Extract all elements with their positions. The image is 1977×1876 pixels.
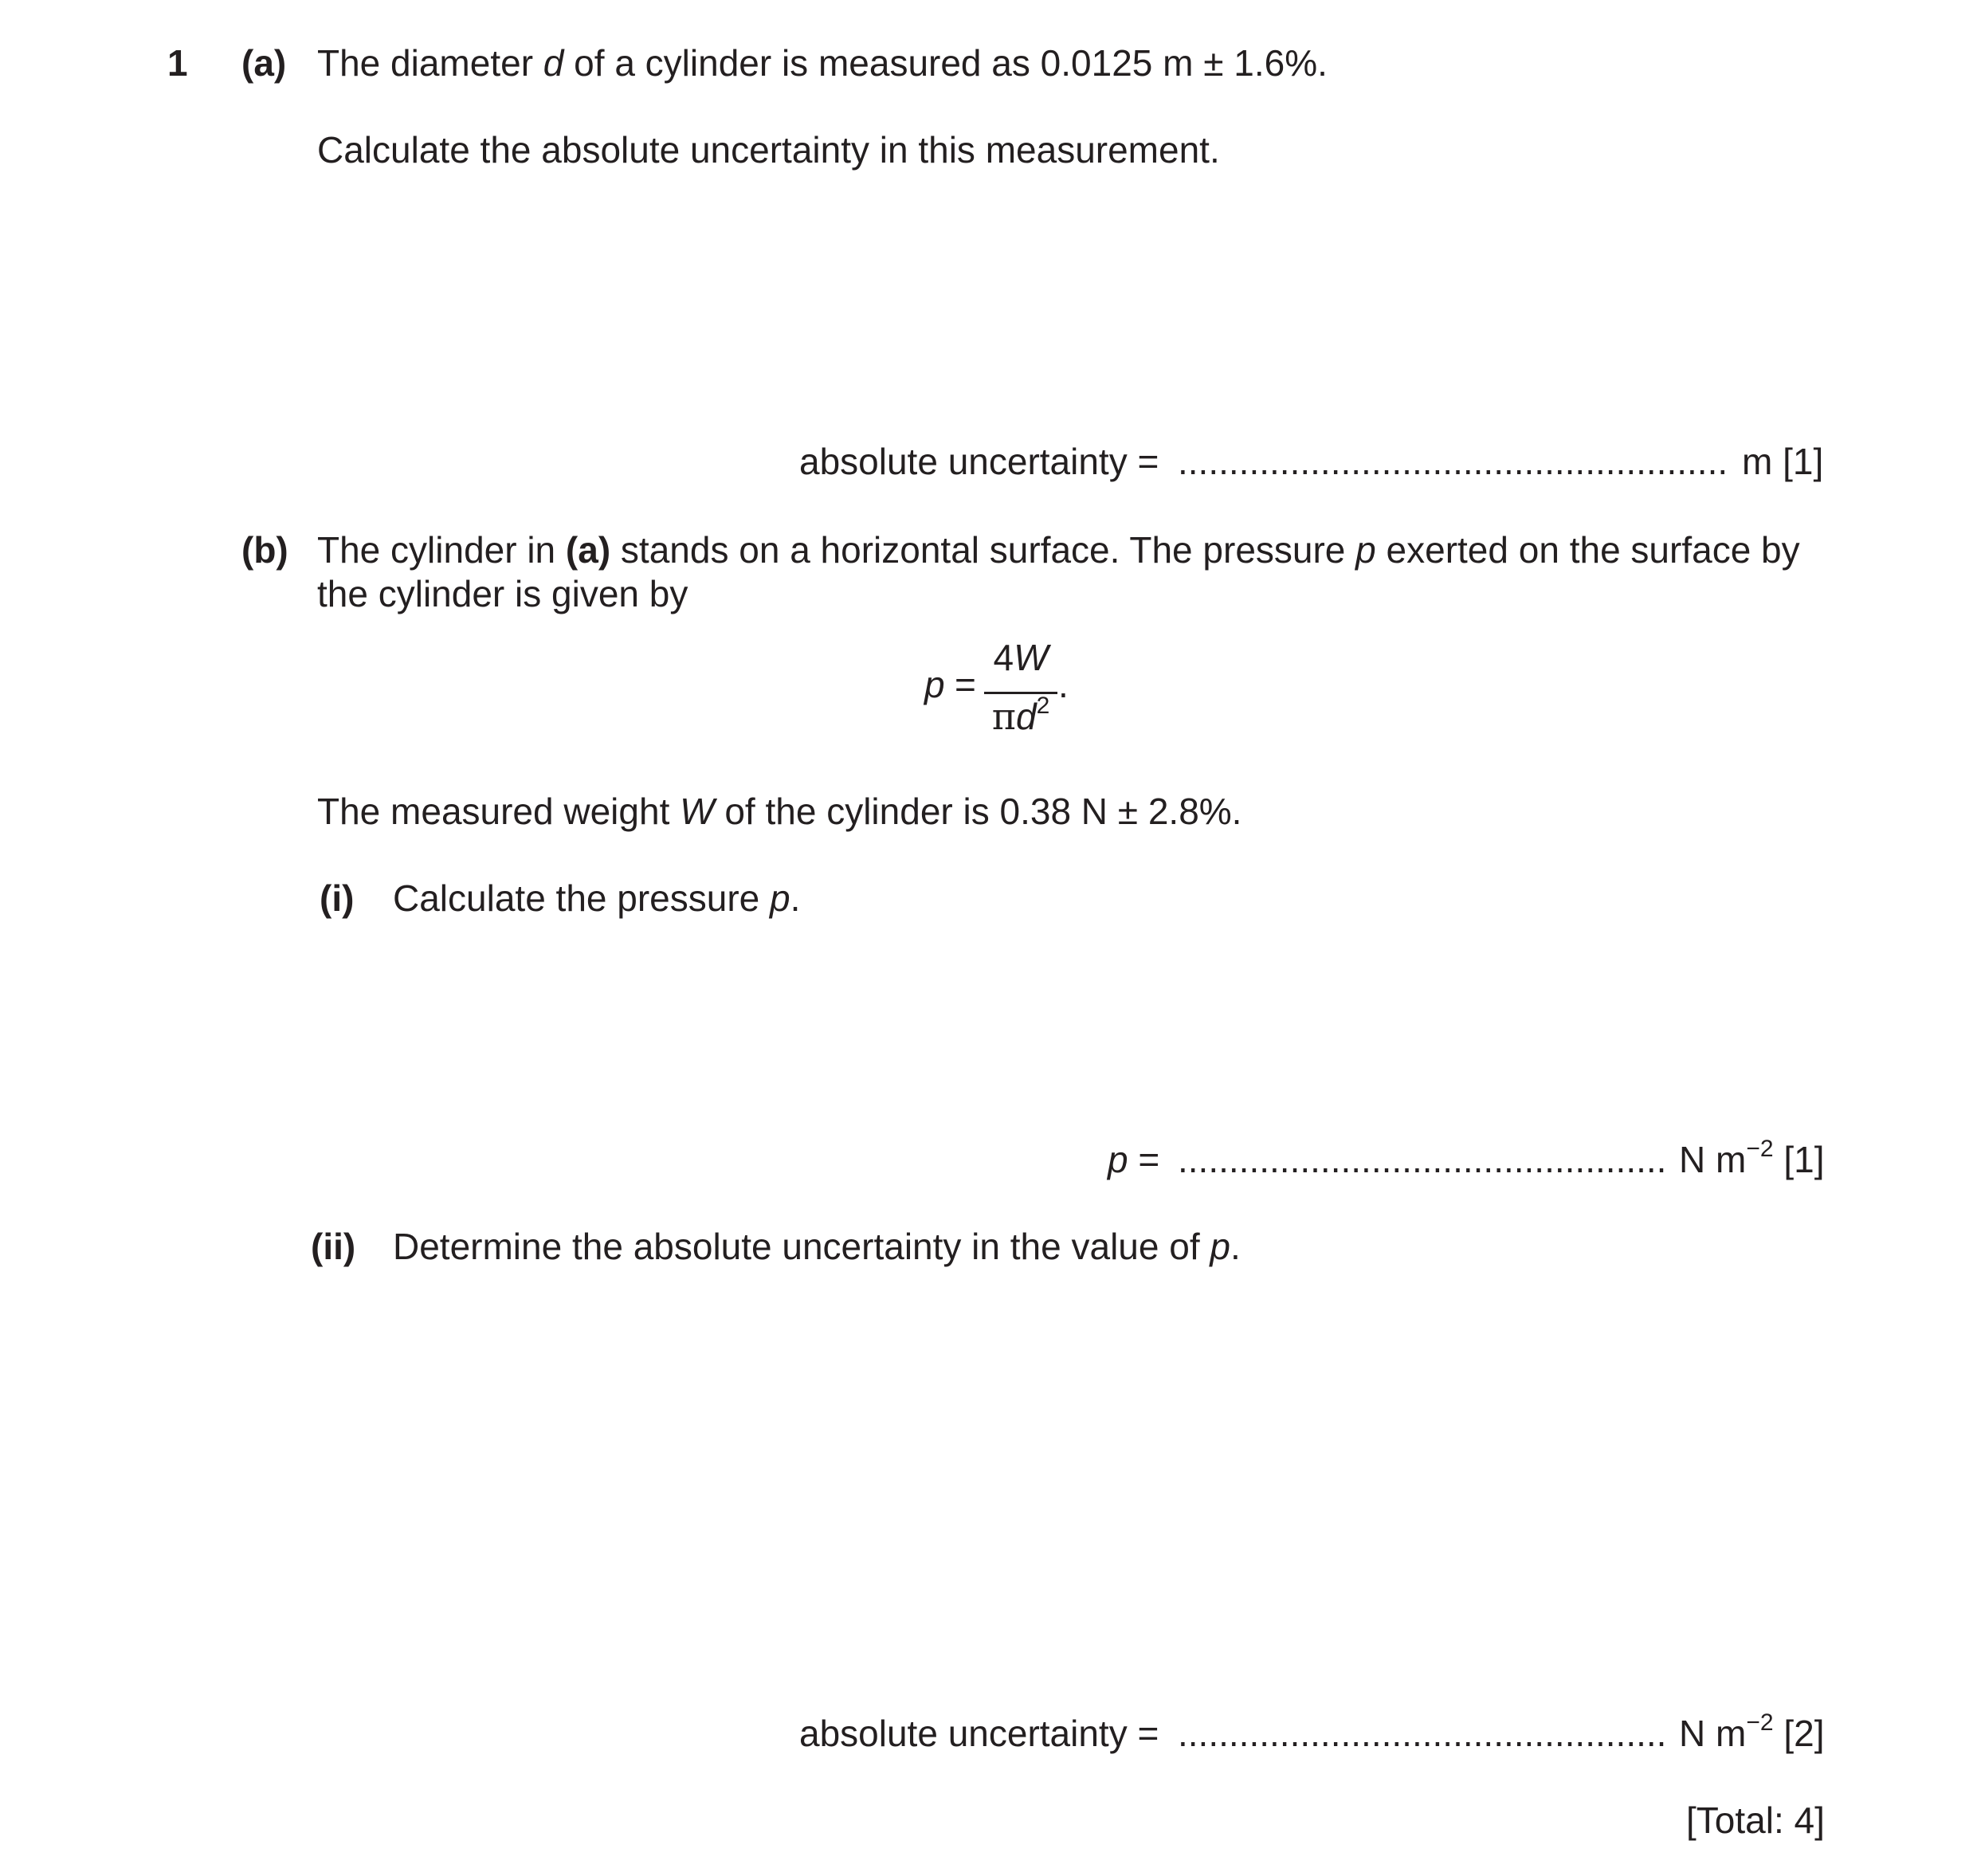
weight-post: of the cylinder is 0.38 N ± 2.8%. — [714, 791, 1242, 832]
sub-i-answer-eq: = — [1138, 1139, 1160, 1180]
sub-i-unit-exp: −2 — [1746, 1136, 1774, 1162]
formula-den-pi: π — [991, 695, 1016, 738]
formula-denominator — [984, 695, 1057, 739]
sub-i-task-var: p — [770, 877, 790, 919]
sub-ii-task-post: . — [1230, 1226, 1241, 1267]
sub-i-answer-line[interactable]: ................................................ — [1178, 1139, 1667, 1180]
variable-p: p — [1355, 529, 1376, 571]
sub-i-task-post: . — [790, 877, 801, 919]
part-b-stem-2: stands on a horizontal surface. The pressure — [610, 529, 1356, 571]
part-b-stem-ref: (a) — [565, 529, 611, 571]
part-a-answer-unit: m [1] — [1742, 441, 1824, 482]
part-b-stem — [317, 528, 1800, 572]
sub-ii-unit: N m — [1679, 1713, 1747, 1754]
formula-lhs: p — [924, 664, 945, 705]
sub-i-answer-var: p — [1108, 1139, 1128, 1180]
formula-den-var: d — [1015, 696, 1037, 737]
sub-ii-answer-unit — [1679, 1709, 1825, 1756]
formula-num-coef: 4 — [993, 637, 1014, 678]
sub-i-label: (i) — [320, 877, 355, 919]
part-b-label: (b) — [241, 529, 288, 571]
formula — [924, 663, 976, 707]
formula-den-exp: 2 — [1036, 693, 1050, 719]
part-a-stem-pre: The diameter — [317, 42, 543, 84]
variable-d: d — [543, 42, 564, 84]
part-a-label: (a) — [241, 42, 287, 84]
part-a-stem-post: of a cylinder is measured as 0.0125 m ± 1.6%. — [563, 42, 1328, 84]
part-b-stem-line2: the cylinder is given by — [317, 573, 688, 614]
formula-fraction — [984, 636, 1057, 748]
part-b-stem-3: exerted on the surface by — [1375, 529, 1800, 571]
part-a-answer-label: absolute uncertainty = — [799, 441, 1159, 482]
sub-ii-task-pre: Determine the absolute uncertainty in the value of — [393, 1226, 1210, 1267]
question-number: 1 — [167, 42, 188, 84]
weight-statement — [317, 790, 1242, 834]
part-b-stem-1: The cylinder in — [317, 529, 566, 571]
sub-ii-unit-exp: −2 — [1746, 1709, 1774, 1736]
sub-i-task — [393, 877, 800, 920]
formula-end: . — [1058, 664, 1069, 705]
sub-ii-marks: [2] — [1783, 1713, 1825, 1754]
formula-num-var: W — [1014, 637, 1049, 678]
total-marks: [Total: 4] — [1686, 1799, 1825, 1841]
sub-i-unit: N m — [1679, 1139, 1747, 1180]
part-a-stem — [317, 41, 1328, 85]
sub-ii-answer-label: absolute uncertainty = — [799, 1713, 1159, 1754]
sub-ii-task-var: p — [1210, 1226, 1230, 1267]
weight-pre: The measured weight — [317, 791, 681, 832]
formula-numerator — [984, 636, 1057, 680]
variable-w: W — [680, 791, 715, 832]
part-a-answer-line[interactable]: ...................................................... — [1178, 441, 1728, 482]
sub-ii-label: (ii) — [311, 1226, 356, 1267]
sub-i-marks: [1] — [1783, 1139, 1825, 1180]
sub-ii-answer-line[interactable]: ................................................ — [1178, 1713, 1667, 1754]
sub-i-answer-unit — [1679, 1138, 1824, 1182]
formula-equals: = — [955, 664, 976, 705]
sub-ii-task — [393, 1225, 1241, 1269]
part-a-task: Calculate the absolute uncertainty in this measurement. — [317, 129, 1220, 171]
sub-i-task-pre: Calculate the pressure — [393, 877, 771, 919]
sub-i-answer-label — [1108, 1138, 1159, 1182]
